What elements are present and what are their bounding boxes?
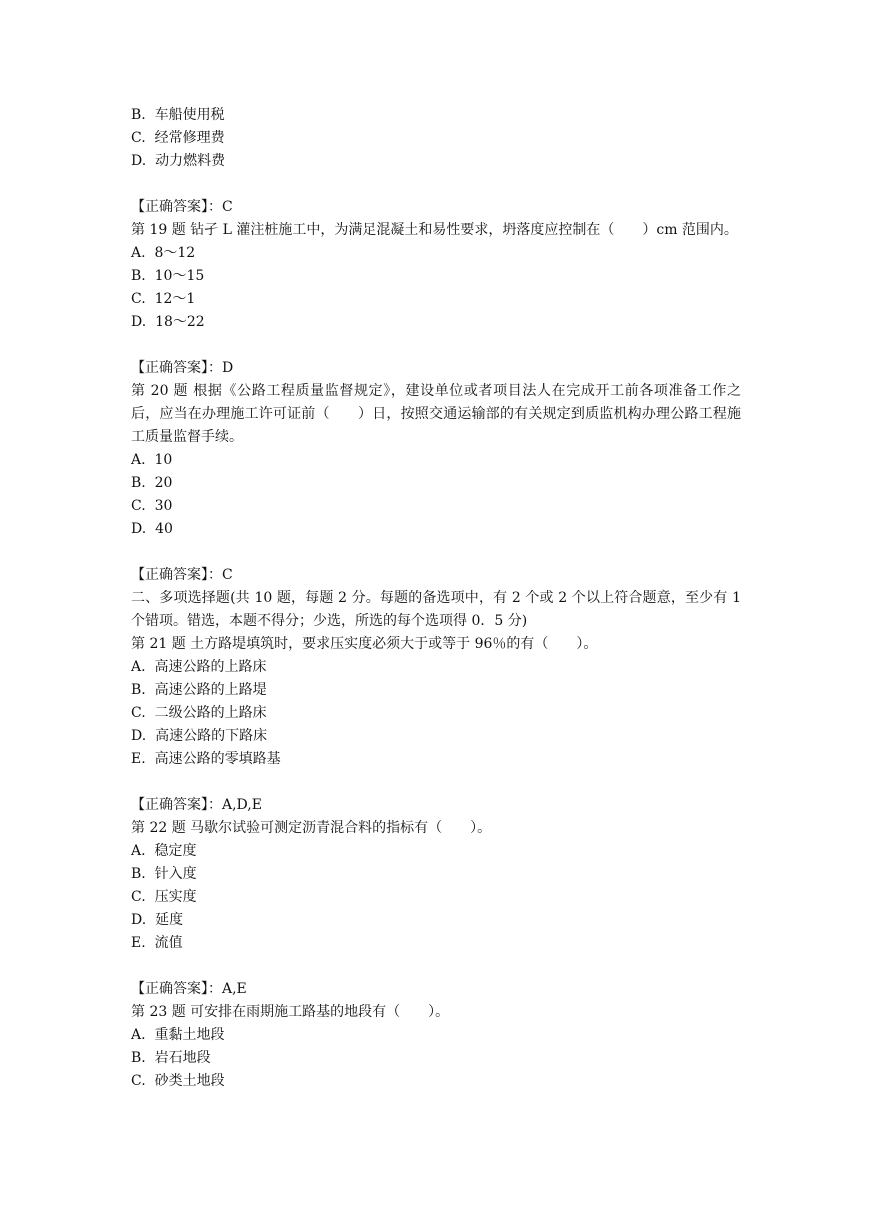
spacer — [131, 334, 741, 357]
option-c: C. 压实度 — [131, 889, 197, 905]
option-b: B. 高速公路的上路堤 — [131, 682, 267, 698]
question-text: 第 20 题 根据《公路工程质量监督规定》，建设单位或者项目法人在完成开工前各项准备工作之后，应当在办理施工许可证前（ ）日，按照交通运输部的有关规定到质监机构办理公路工程施工质量监督手续。 — [131, 383, 741, 445]
question-21 — [131, 633, 741, 817]
question-text: 第 22 题 马歇尔试验可测定沥青混合料的指标有（ ）。 — [131, 820, 492, 836]
question-19 — [131, 219, 741, 380]
option-b: B. 岩石地段 — [131, 1050, 211, 1066]
correct-answer: 【正确答案】：A,E — [131, 981, 247, 997]
option-e: E. 流值 — [131, 935, 183, 951]
option-b: B. 20 — [131, 475, 173, 491]
question-text: 第 23 题 可安排在雨期施工路基的地段有（ ）。 — [131, 1004, 450, 1020]
option-d: D. 18～22 — [131, 314, 205, 330]
spacer — [131, 541, 741, 564]
option-c: C. 砂类土地段 — [131, 1073, 225, 1089]
option-a: A. 8～12 — [131, 245, 196, 261]
option-b: B. 车船使用税 — [131, 107, 225, 123]
question-22 — [131, 817, 741, 1001]
option-d: D. 延度 — [131, 912, 184, 928]
option-e: E. 高速公路的零填路基 — [131, 751, 281, 767]
option-b: B. 10～15 — [131, 268, 205, 284]
option-b: B. 针入度 — [131, 866, 197, 882]
option-d: D. 动力燃料费 — [131, 153, 226, 169]
option-c: C. 30 — [131, 498, 173, 514]
spacer — [131, 955, 741, 978]
option-d: D. 40 — [131, 521, 173, 537]
correct-answer: 【正确答案】：A,D,E — [131, 797, 262, 813]
option-a: A. 重黏土地段 — [131, 1027, 225, 1043]
exam-content — [131, 104, 741, 1093]
question-20 — [131, 380, 741, 587]
option-c: C. 二级公路的上路床 — [131, 705, 267, 721]
section-heading: 二、多项选择题(共 10 题，每题 2 分。每题的备选项中，有 2 个或 2 个以上符合题意，至少有 1 个错项。错选，本题不得分；少选，所选的每个选项得 0．5 分) — [131, 590, 741, 629]
option-a: A. 稳定度 — [131, 843, 197, 859]
option-d: D. 高速公路的下路床 — [131, 728, 268, 744]
correct-answer: 【正确答案】：D — [131, 360, 234, 376]
option-a: A. 10 — [131, 452, 173, 468]
option-c: C. 经常修理费 — [131, 130, 225, 146]
option-a: A. 高速公路的上路床 — [131, 659, 267, 675]
question-23 — [131, 1001, 741, 1093]
correct-answer: 【正确答案】：C — [131, 567, 233, 583]
question-text: 第 19 题 钻孑 L 灌注桩施工中，为满足混凝土和易性要求，坍落度应控制在（ ）cm 范围内。 — [131, 222, 738, 238]
spacer — [131, 173, 741, 196]
option-c: C. 12～1 — [131, 291, 196, 307]
spacer — [131, 771, 741, 794]
question-18-tail — [131, 104, 741, 219]
correct-answer: 【正确答案】：C — [131, 199, 233, 215]
question-text: 第 21 题 土方路堤填筑时，要求压实度必须大于或等于 96％的有（ ）。 — [131, 636, 598, 652]
